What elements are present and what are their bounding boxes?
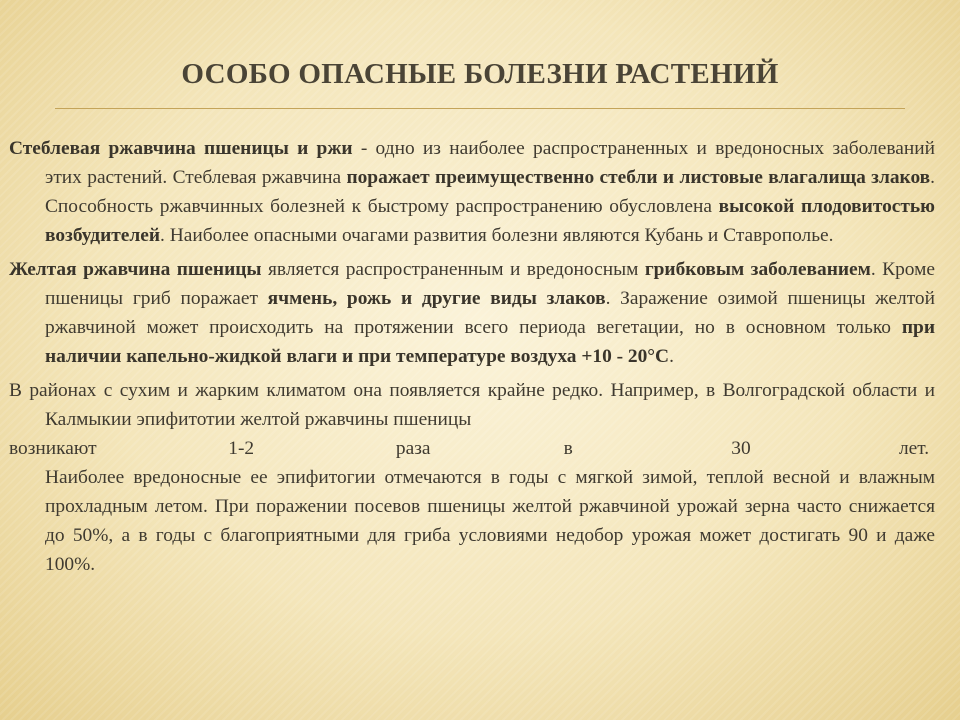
paragraph-stem-rust: Стеблевая ржавчина пшеницы и ржи - одно из наиболее распространенных и вредоносных заболеваний этих растений. Стеблевая ржавчина поражает преимущественно стебли и листовые влагалища злаков. Способность ржавчинных болезней к быстрому распространению обусловлена высокой плодовитостью возбудителей. Наиболее опасными очагами развития болезни являются Кубань и Ставрополье. bbox=[9, 138, 935, 246]
term-stem-rust: Стеблевая ржавчина пшеницы и ржи bbox=[9, 138, 353, 159]
slide-title: ОСОБО ОПАСНЫЕ БОЛЕЗНИ РАСТЕНИЙ bbox=[181, 58, 779, 90]
spread-line: возникают 1-2 раза в 30 лет. bbox=[9, 438, 930, 459]
paragraph-yellow-rust: Желтая ржавчина пшеницы является распространенным и вредоносным грибковым заболеванием. Кроме пшеницы гриб поражает ячмень, рожь и другие виды злаков. Заражение озимой пшеницы желтой ржавчиной может происходить на протяжении всего периода вегетации, но в основном только при наличии капельно-жидкой влаги и при температуре воздуха +10 - 20°С. bbox=[9, 259, 935, 367]
term-yellow-rust: Желтая ржавчина пшеницы bbox=[9, 259, 262, 280]
slide-body bbox=[9, 134, 935, 584]
paragraph-climate: В районах с сухим и жарким климатом она появляется крайне редко. Например, в Волгоградской области и Калмыкии эпифитотии желтой ржавчины пшеницы возникают 1-2 раза в 30 лет. Наиболее вредоносные ее эпифитогии отмечаются в годы с мягкой зимой, теплой весной и влажным прохладным летом. При поражении посевов пшеницы желтой ржавчиной урожай зерна часто снижается до 50%, а в годы с благоприятными для гриба условиями недобор урожая может достигать 90 и даже 100%. bbox=[9, 380, 935, 575]
title-divider bbox=[55, 108, 905, 109]
